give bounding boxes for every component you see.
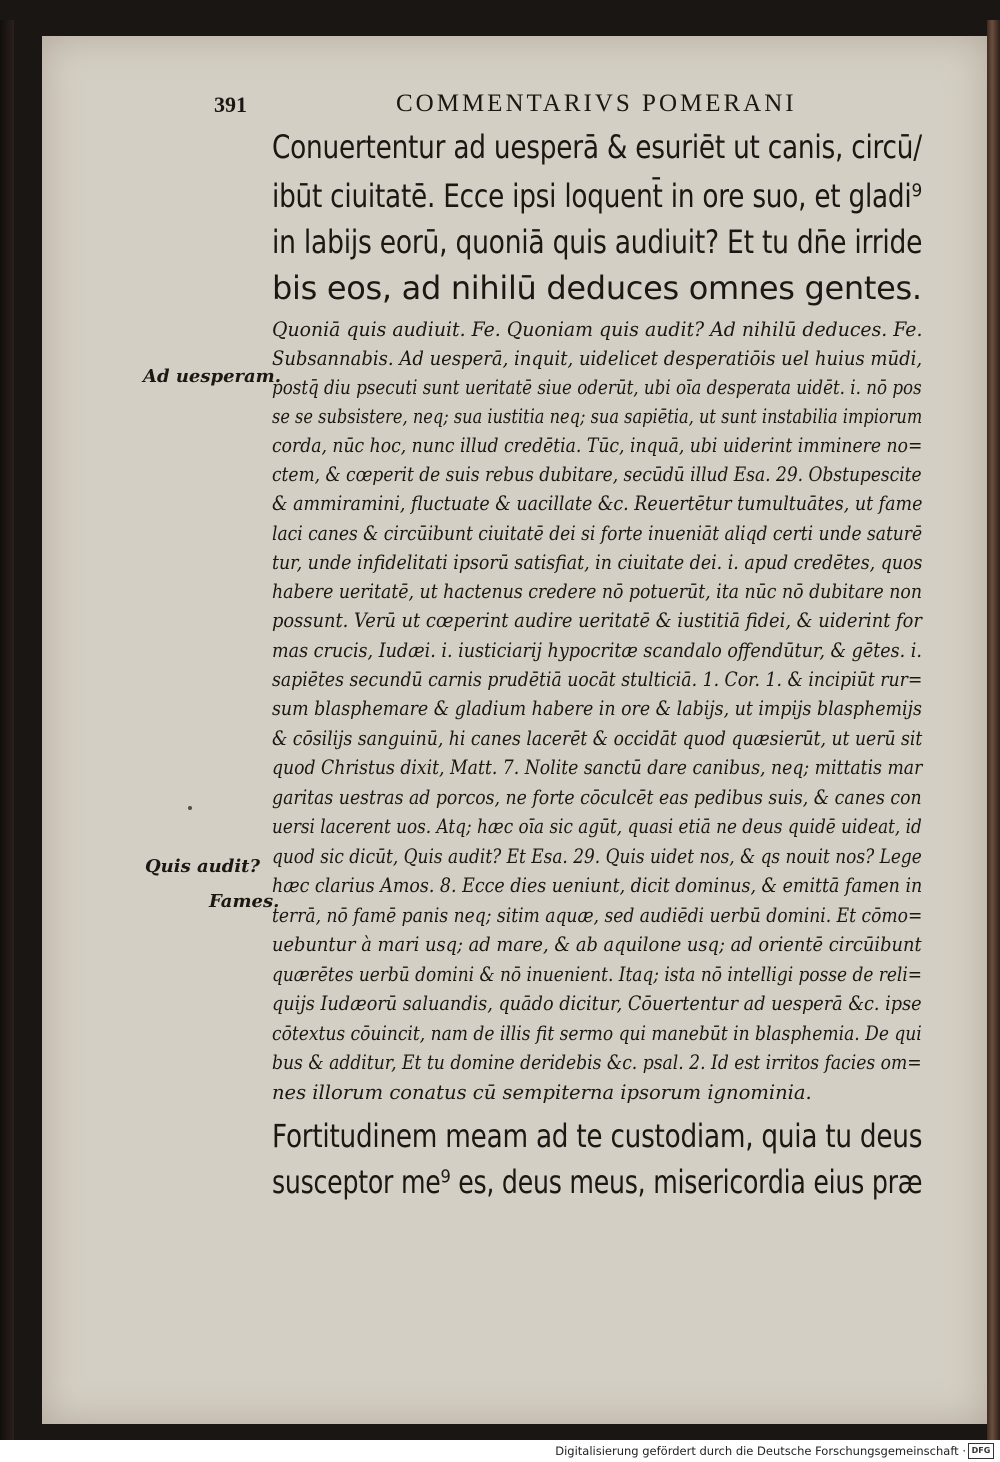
commentary-line: corda, nūc hoc, nunc illud credētia. Tūc, inquā, ubi uiderint imminere no=	[272, 434, 923, 457]
commentary-line: sapiētes secundū carnis prudētiā uocāt stulticiā. 1. Cor. 1. & incipiūt rur=	[272, 668, 923, 691]
verse-line: bis eos, ad nihilū deduces omnes gentes.	[272, 269, 922, 307]
commentary-line: & cōsilijs sanguinū, hi canes lacerēt & occidāt quod quæsierūt, ut uerū sit	[272, 727, 923, 750]
commentary-line: quod sic dicūt, Quis audit? Et Esa. 29. Quis uidet nos, & qs nouit nos? Lege	[272, 845, 922, 868]
commentary-line: postq̄ diu psecuti sunt ueritatē siue oderūt, ubi oīa desperata uidēt. i. nō pos	[272, 376, 922, 399]
commentary-line: garitas uestras ad porcos, ne forte cōculcēt eas pedibus suis, & canes con	[272, 786, 922, 809]
commentary-line: Quoniā quis audiuit. Fe. Quoniam quis audit? Ad nihilū deduces. Fe.	[272, 318, 923, 341]
commentary-line: mas crucis, Iudæi. i. iusticiarij hypocritæ scandalo offendūtur, & gētes. i.	[272, 639, 922, 662]
margin-note-quis-audit: Quis audit?	[145, 856, 261, 877]
verse-line: ibūt ciuitatē. Ecce ipsi loquent̄ in ore suo, et gladi⁹	[272, 177, 922, 215]
commentary-line: & ammiramini, fluctuate & uacillate &c. Reuertētur tumultuātes, ut fame	[272, 492, 923, 515]
commentary-line: ctem, & cœperit de suis rebus dubitare, secūdū illud Esa. 29. Obstupescite	[272, 463, 922, 486]
commentary-line: quod Christus dixit, Matt. 7. Nolite sanctū dare canibus, neq; mittatis mar	[272, 756, 923, 779]
footer-credit: Digitalisierung gefördert durch die Deutsche Forschungsgemeinschaft ·	[555, 1444, 966, 1458]
verse-line: susceptor me⁹ es, deus meus, misericordia eius præ	[272, 1163, 923, 1201]
verse-line: Fortitudinem meam ad te custodiam, quia tu deus	[272, 1117, 923, 1155]
footer-bar	[0, 1440, 1000, 1462]
commentary-line: possunt. Verū ut cœperint audire ueritatē & iustitiā fidei, & uiderint for	[272, 609, 922, 632]
commentary-line: sum blasphemare & gladium habere in ore & labijs, ut impijs blasphemijs	[272, 697, 922, 720]
verse-line: Conuertentur ad uesperā & esuriēt ut canis, circū/	[272, 128, 922, 166]
commentary-line: uersi lacerent uos. Atq; hæc oīa sic agūt, quasi etiā ne deus quidē uideat, id	[272, 815, 922, 838]
commentary-line: tur, unde infidelitati ipsorū satisfiat, in ciuitate dei. i. apud credētes, quos	[272, 551, 923, 574]
dfg-logo: DFG	[968, 1443, 994, 1459]
commentary-line: quærētes uerbū domini & nō inuenient. Itaq; ista nō intelligi posse de reli=	[272, 963, 922, 986]
commentary-line: habere ueritatē, ut hactenus credere nō potuerūt, ita nūc nō dubitare non	[272, 580, 922, 603]
commentary-line: hæc clarius Amos. 8. Ecce dies ueniunt, dicit dominus, & emittā famen in	[272, 874, 923, 897]
commentary-line: terrā, nō famē panis neq; sitim aquæ, sed audiēdi uerbū domini. Et cōmo=	[272, 904, 923, 927]
page-number: 391	[214, 92, 247, 117]
commentary-line: cōtextus cōuincit, nam de illis fit sermo qui manebūt in blasphemia. De qui	[272, 1022, 922, 1045]
margin-note-ad-uesperam: Ad uesperam.	[143, 366, 281, 387]
running-head: COMMENTARIVS POMERANI	[396, 90, 797, 117]
commentary-line: se se subsistere, neq; sua iustitia neq; sua sapiētia, ut sunt instabilia impiorum	[272, 405, 923, 428]
book-right-edge	[987, 20, 1000, 1440]
commentary-line: quijs Iudæorū saluandis, quādo dicitur, Cōuertentur ad uesperā &c. ipse	[272, 992, 922, 1015]
commentary-line: nes illorum conatus cū sempiterna ipsorum ignominia.	[272, 1081, 812, 1104]
commentary-line: Subsannabis. Ad uesperā, inquit, uidelicet desperatiōis uel huius mūdi,	[272, 347, 923, 370]
commentary-line: bus & additur, Et tu domine deridebis &c. psal. 2. Id est irritos facies om=	[272, 1051, 922, 1074]
commentary-line: uebuntur à mari usq; ad mare, & ab aquilone usq; ad orientē circūibunt	[272, 933, 922, 956]
margin-note-fames: Fames.	[209, 891, 280, 912]
commentary-line: laci canes & circūibunt ciuitatē dei si forte inueniāt aliqd certi unde saturē	[272, 522, 923, 545]
verse-line: in labijs eorū, quoniā quis audiuit? Et tu dn̄e irride	[272, 223, 923, 261]
book-left-edge	[0, 20, 14, 1440]
